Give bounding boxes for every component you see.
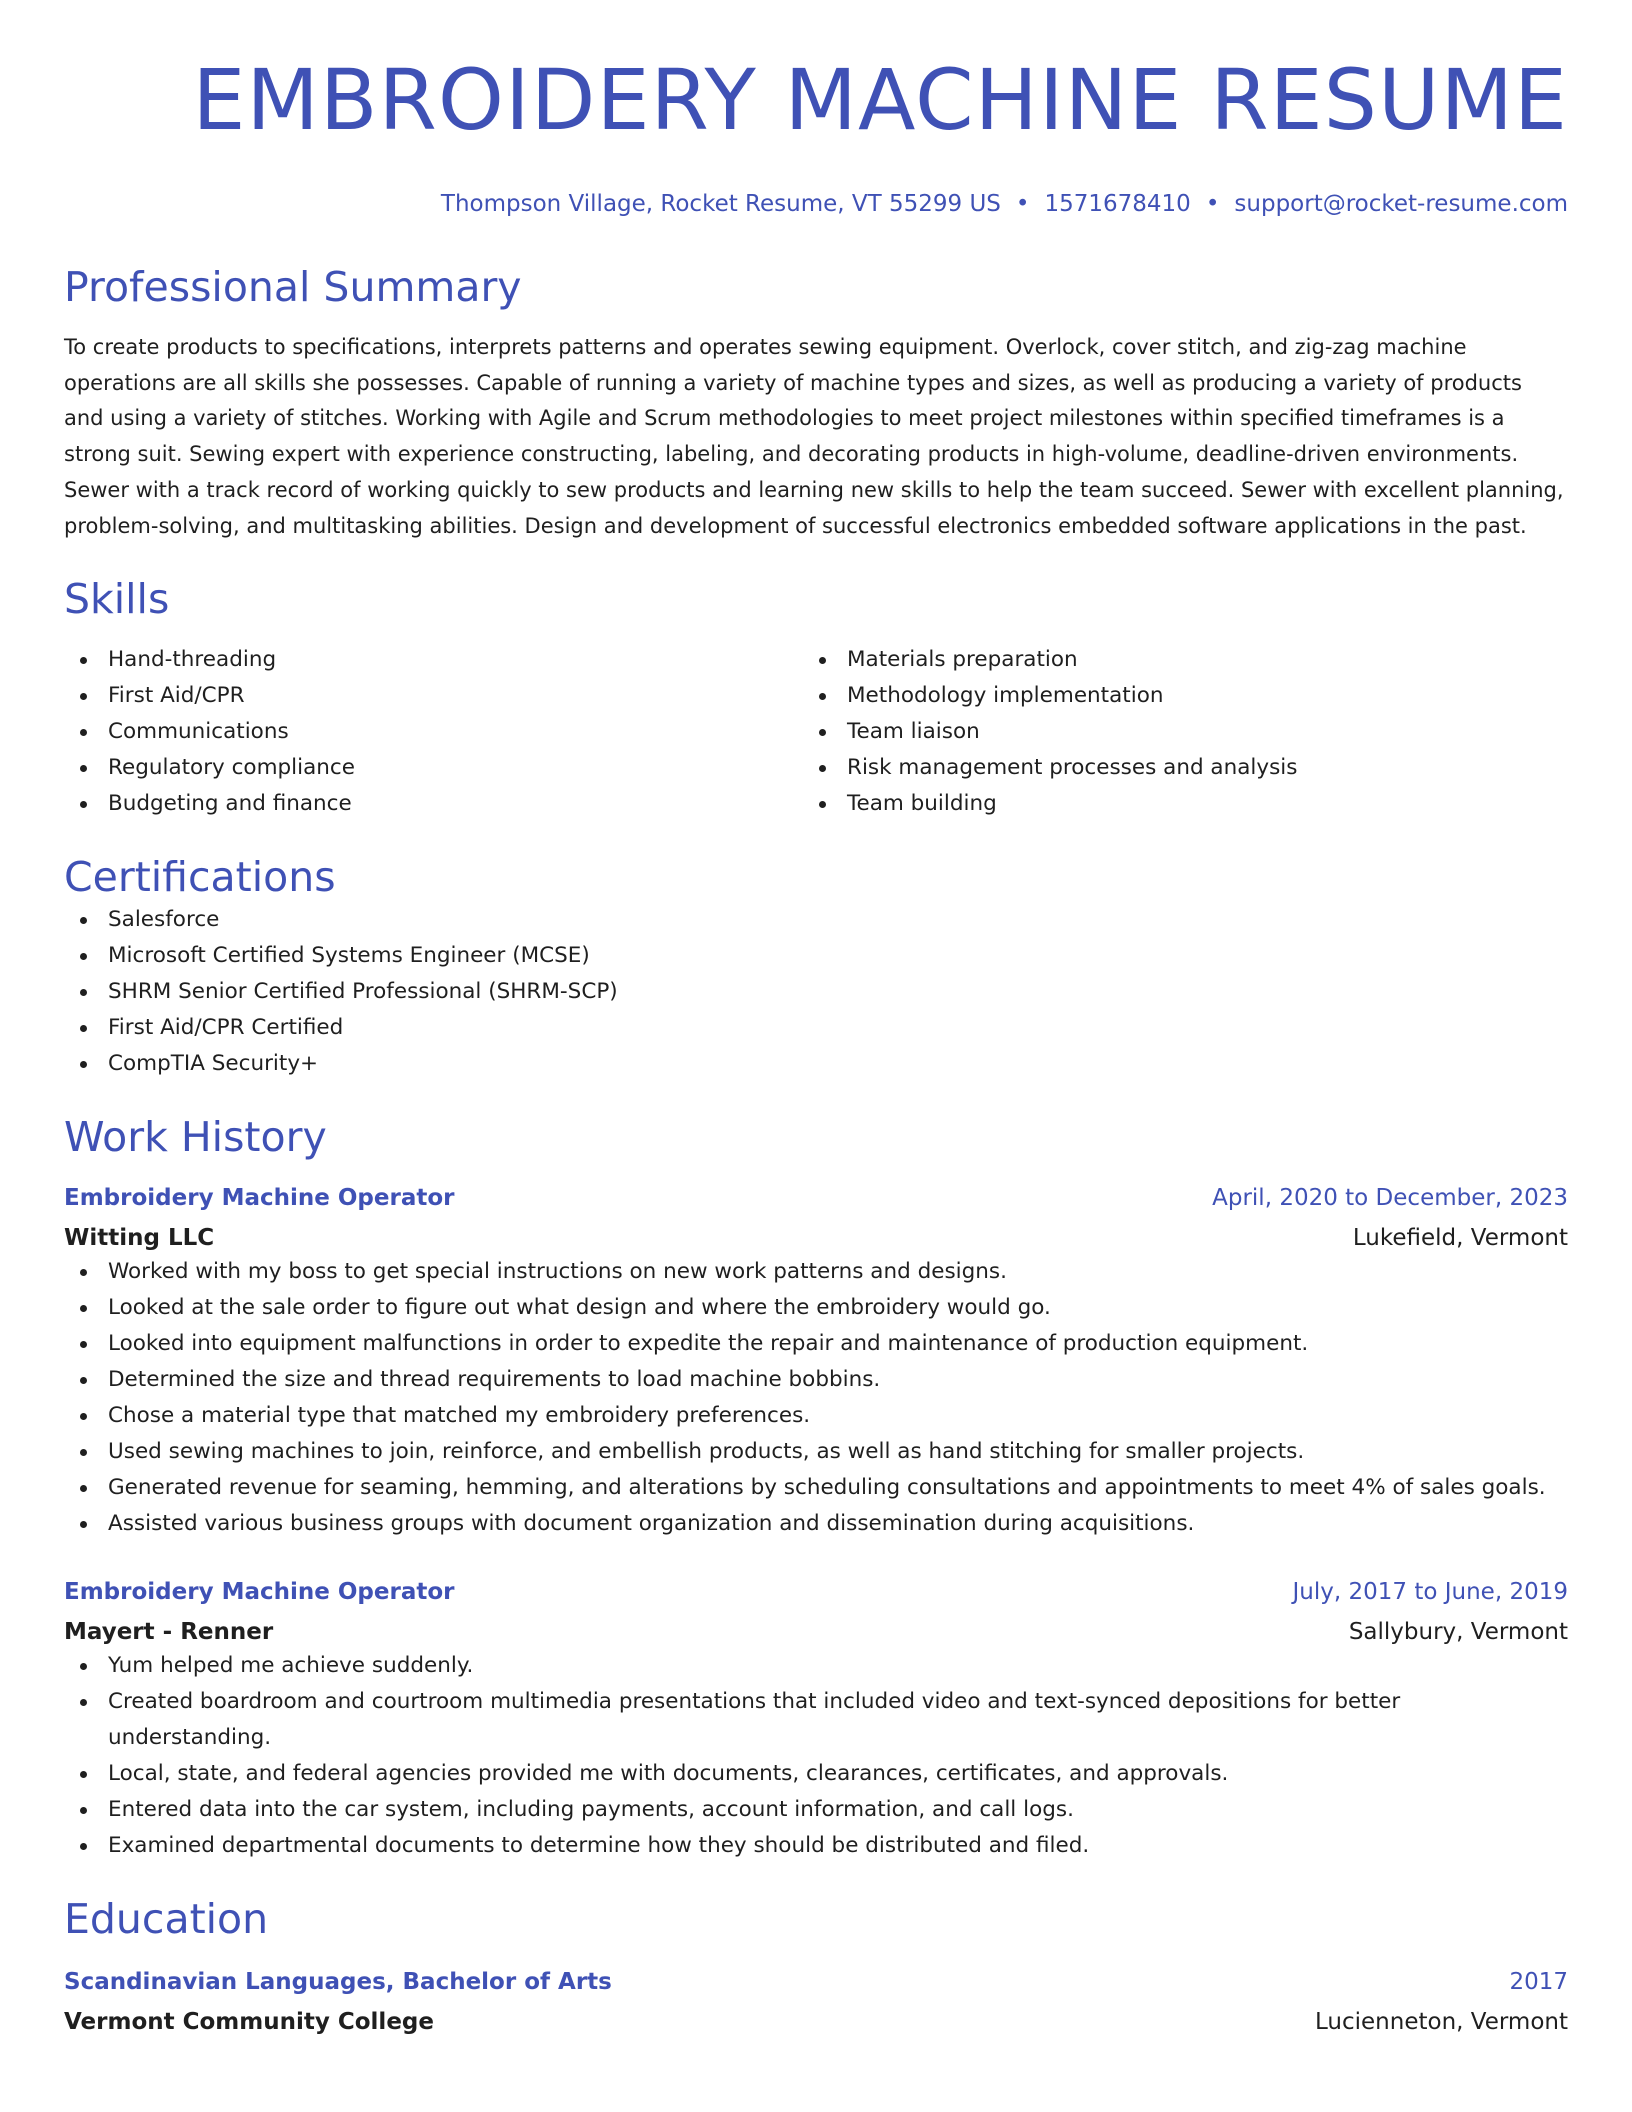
skill-item: Risk management processes and analysis <box>803 750 1542 786</box>
job-bullets <box>64 1648 1568 1864</box>
job-header <box>64 1576 1568 1608</box>
education-location: Lucienneton, Vermont <box>1315 2009 1568 2036</box>
job-bullets <box>64 1254 1568 1542</box>
skill-item: Team building <box>803 786 1542 822</box>
certifications-list <box>64 902 1568 1082</box>
job-bullet: Worked with my boss to get special instructions on new work patterns and designs. <box>64 1254 1568 1290</box>
education-school: Vermont Community College <box>64 2009 434 2036</box>
certification-item: Salesforce <box>64 902 1568 938</box>
education-header <box>64 1966 1568 1998</box>
skill-item: Team liaison <box>803 714 1542 750</box>
job-company: Mayert - Renner <box>64 1619 274 1646</box>
job-bullet: Created boardroom and courtroom multimedia presentations that included video and text-synced depositions for better understanding. <box>64 1684 1568 1756</box>
job-bullet: Examined departmental documents to determine how they should be distributed and filed. <box>64 1828 1568 1864</box>
education-degree: Scandinavian Languages, Bachelor of Arts <box>64 1969 612 1996</box>
summary-text: To create products to specifications, interprets patterns and operates sewing equipment. Overlock, cover stitch, and zig-zag machine operations are all skills she possesses. Capable of running a variety of machine types and sizes, as well as producing a variety of products and using a variety of stitches. Working with Agile and Scrum methodologies to meet project milestones within specified timeframes is a strong suit. Sewing expert with experience constructing, labeling, and decorating products in high-volume, deadline-driven environments. Sewer with a track record of working quickly to sew products and learning new skills to help the team succeed. Sewer with excellent planning, problem-solving, and multitasking abilities. Design and development of successful electronics embedded software applications in the past. <box>64 335 1564 538</box>
section-title-certifications: Certifications <box>64 853 336 902</box>
contact-address: Thompson Village, Rocket Resume, VT 55299 US <box>440 191 1001 217</box>
contact-separator: • <box>1205 191 1220 217</box>
skill-item: Hand-threading <box>64 642 803 678</box>
skill-item: Budgeting and finance <box>64 786 803 822</box>
skill-item: Methodology implementation <box>803 678 1542 714</box>
skills-grid <box>64 642 1568 822</box>
job-entry <box>64 1182 1568 1542</box>
skill-item: First Aid/CPR <box>64 678 803 714</box>
job-bullet: Generated revenue for seaming, hemming, and alterations by scheduling consultations and appointments to meet 4% of sales goals. <box>64 1470 1568 1506</box>
section-title-summary: Professional Summary <box>64 263 522 311</box>
job-bullet: Assisted various business groups with document organization and dissemination during acquisitions. <box>64 1506 1568 1542</box>
job-title: Embroidery Machine Operator <box>64 1579 455 1606</box>
job-bullet: Yum helped me achieve suddenly. <box>64 1648 1568 1684</box>
certification-item: Microsoft Certified Systems Engineer (MCSE) <box>64 938 1568 974</box>
contact-email[interactable]: support@rocket-resume.com <box>1234 191 1568 217</box>
resume-title: EMBROIDERY MACHINE RESUME <box>192 51 1568 149</box>
job-subheader <box>64 1616 1568 1648</box>
education-entry <box>64 1966 1568 2038</box>
resume-header <box>64 52 1568 220</box>
job-company: Witting LLC <box>64 1225 215 1252</box>
education-subheader <box>64 2006 1568 2038</box>
contact-line <box>64 188 1568 220</box>
job-location: Lukefield, Vermont <box>1352 1225 1568 1252</box>
certification-item: First Aid/CPR Certified <box>64 1010 1568 1046</box>
skill-item: Materials preparation <box>803 642 1542 678</box>
job-bullet: Chose a material type that matched my embroidery preferences. <box>64 1398 1568 1434</box>
job-dates: July, 2017 to June, 2019 <box>1292 1579 1568 1606</box>
job-dates: April, 2020 to December, 2023 <box>1212 1185 1568 1212</box>
job-bullet: Entered data into the car system, including payments, account information, and call logs. <box>64 1792 1568 1828</box>
section-title-education: Education <box>64 1895 269 1944</box>
contact-phone: 1571678410 <box>1044 191 1191 217</box>
skill-item: Regulatory compliance <box>64 750 803 786</box>
job-bullet: Looked at the sale order to figure out what design and where the embroidery would go. <box>64 1290 1568 1326</box>
job-bullet: Local, state, and federal agencies provided me with documents, clearances, certificates, and approvals. <box>64 1756 1568 1792</box>
certification-item: CompTIA Security+ <box>64 1046 1568 1082</box>
section-title-work-history: Work History <box>64 1113 327 1162</box>
skills-list-left <box>64 642 803 822</box>
education-year: 2017 <box>1509 1969 1568 1996</box>
contact-separator: • <box>1015 191 1030 217</box>
section-title-skills: Skills <box>64 575 170 624</box>
job-bullet: Looked into equipment malfunctions in order to expedite the repair and maintenance of production equipment. <box>64 1326 1568 1362</box>
job-entry <box>64 1576 1568 1864</box>
job-bullet: Determined the size and thread requirements to load machine bobbins. <box>64 1362 1568 1398</box>
job-title: Embroidery Machine Operator <box>64 1185 455 1212</box>
job-subheader <box>64 1222 1568 1254</box>
job-location: Sallybury, Vermont <box>1348 1619 1568 1646</box>
job-bullet: Used sewing machines to join, reinforce, and embellish products, as well as hand stitching for smaller projects. <box>64 1434 1568 1470</box>
skill-item: Communications <box>64 714 803 750</box>
skills-list-right <box>803 642 1542 822</box>
certification-item: SHRM Senior Certified Professional (SHRM-SCP) <box>64 974 1568 1010</box>
job-header <box>64 1182 1568 1214</box>
